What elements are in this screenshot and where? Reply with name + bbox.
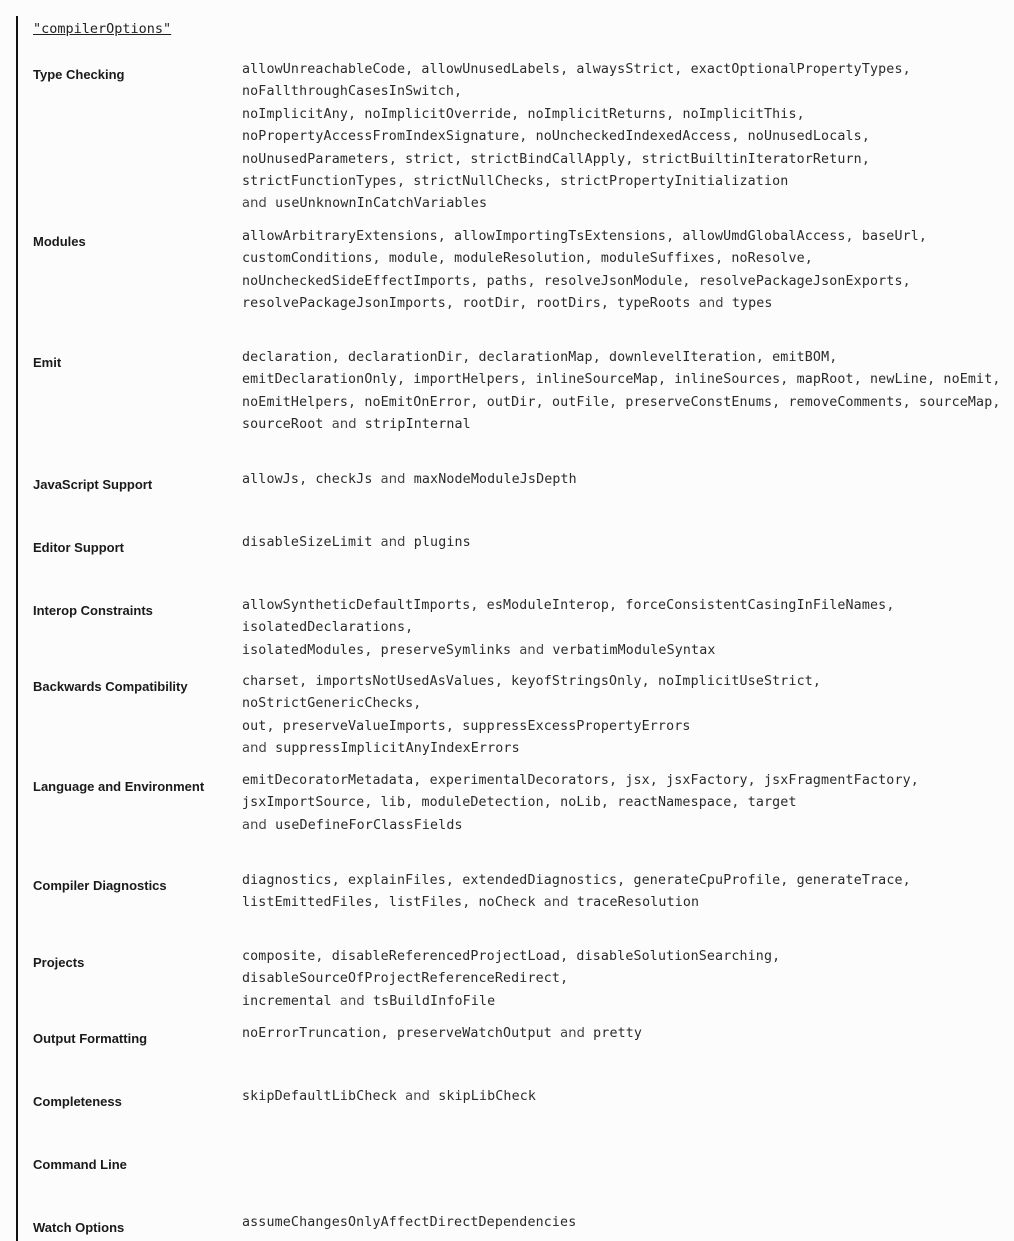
comma-separator: ,: [560, 949, 569, 964]
option-link-noerrortruncation[interactable]: noErrorTruncation: [242, 1026, 381, 1041]
option-link-pretty[interactable]: pretty: [593, 1026, 643, 1041]
option-link-listemittedfiles[interactable]: listEmittedFiles: [242, 895, 373, 911]
comma-separator: ,: [462, 895, 471, 911]
comma-separator: ,: [299, 674, 308, 689]
option-link-preservevalueimports[interactable]: preserveValueImports: [282, 718, 446, 734]
comma-separator: ,: [649, 773, 658, 788]
comma-separator: ,: [519, 372, 528, 388]
option-link-allowsyntheticdefaultimports[interactable]: allowSyntheticDefaultImports: [242, 598, 471, 613]
comma-separator: ,: [413, 773, 422, 788]
option-link-declarationdir[interactable]: declarationDir: [348, 350, 463, 365]
comma-separator: ,: [829, 350, 838, 365]
option-link-inlinesourcemap[interactable]: inlineSourceMap: [535, 372, 658, 388]
option-link-suppressexcesspropertyerrors[interactable]: suppressExcessPropertyErrors: [462, 718, 691, 734]
comma-separator: ,: [772, 394, 781, 410]
option-link-moduleresolution[interactable]: moduleResolution: [454, 251, 585, 267]
option-link-allowunusedlabels[interactable]: allowUnusedLabels: [421, 62, 561, 77]
category-options: [242, 469, 1002, 491]
category-options: [242, 870, 1002, 915]
option-link-nounusedlocals[interactable]: noUnusedLocals: [747, 129, 862, 145]
option-link-allowjs[interactable]: allowJs: [242, 472, 300, 487]
option-link-preserveconstenums[interactable]: preserveConstEnums: [625, 394, 773, 410]
comma-separator: ,: [470, 394, 479, 410]
option-link-sourcemap[interactable]: sourceMap: [918, 394, 993, 410]
comma-separator: ,: [780, 372, 789, 388]
option-link-noimplicitusestrict[interactable]: noImplicitUseStrict: [657, 674, 813, 689]
option-link-maproot[interactable]: mapRoot: [796, 372, 854, 388]
comma-separator: ,: [755, 350, 764, 365]
option-link-importhelpers[interactable]: importHelpers: [413, 372, 520, 388]
comma-separator: ,: [445, 296, 455, 312]
comma-separator: ,: [927, 372, 936, 388]
category-options: [242, 59, 1002, 216]
comma-separator: ,: [812, 674, 822, 689]
category-title: JavaScript Support: [33, 477, 153, 492]
option-link-strictpropertyinitialization[interactable]: strictPropertyInitialization: [560, 174, 789, 190]
option-link-allowumdglobalaccess[interactable]: allowUmdGlobalAccess: [682, 229, 846, 244]
option-link-extendeddiagnostics[interactable]: extendedDiagnostics: [462, 873, 618, 888]
option-link-verbatimmodulesyntax[interactable]: verbatimModuleSyntax: [552, 642, 716, 658]
option-link-preservesymlinks[interactable]: preserveSymlinks: [380, 642, 512, 658]
comma-separator: ,: [992, 394, 1001, 410]
option-link-outfile[interactable]: outFile: [551, 394, 610, 410]
option-link-removecomments[interactable]: removeComments: [788, 394, 903, 410]
and-conjunction: and: [339, 993, 365, 1009]
option-link-strictfunctiontypes[interactable]: strictFunctionTypes: [242, 174, 397, 190]
comma-separator: ,: [861, 129, 870, 145]
comma-separator: ,: [666, 229, 675, 244]
comma-separator: ,: [918, 229, 928, 244]
category-title: Backwards Compatibility: [33, 679, 188, 694]
and-conjunction: and: [560, 1026, 585, 1041]
option-link-noimplicitoverride[interactable]: noImplicitOverride: [364, 106, 512, 122]
option-link-resolvejsonmodule[interactable]: resolveJsonModule: [543, 273, 683, 289]
option-link-types[interactable]: types: [731, 296, 773, 312]
category-title: Editor Support: [33, 540, 124, 555]
category-options: [242, 1212, 1002, 1234]
option-link-maxnodemodulejsdepth[interactable]: maxNodeModuleJsDepth: [413, 472, 577, 487]
option-link-experimentaldecorators[interactable]: experimentalDecorators: [429, 773, 609, 788]
option-link-tsbuildinfofile[interactable]: tsBuildInfoFile: [372, 993, 496, 1009]
option-link-traceresolution[interactable]: traceResolution: [576, 895, 700, 911]
comma-separator: ,: [348, 106, 357, 122]
category-title: Compiler Diagnostics: [33, 878, 167, 893]
and-conjunction: and: [242, 741, 267, 757]
comma-separator: ,: [494, 674, 503, 689]
comma-separator: ,: [902, 62, 911, 77]
option-link-allowarbitraryextensions[interactable]: allowArbitraryExtensions: [242, 229, 438, 244]
option-link-resolvepackagejsonexports[interactable]: resolvePackageJsonExports: [698, 273, 903, 289]
comma-separator: ,: [584, 251, 593, 267]
comma-separator: ,: [560, 62, 569, 77]
comma-separator: ,: [543, 795, 552, 811]
option-link-declaration[interactable]: declaration: [242, 350, 332, 365]
option-link-exactoptionalpropertytypes[interactable]: exactOptionalPropertyTypes: [690, 62, 903, 77]
option-link-checkjs[interactable]: checkJs: [315, 472, 373, 487]
comma-separator: ,: [853, 372, 862, 388]
comma-separator: ,: [519, 296, 528, 312]
comma-separator: ,: [331, 350, 340, 365]
option-link-outdir[interactable]: outDir: [486, 394, 536, 410]
comma-separator: ,: [396, 372, 406, 388]
option-link-isolateddeclarations[interactable]: isolatedDeclarations: [242, 620, 406, 636]
option-link-allowimportingtsextensions[interactable]: allowImportingTsExtensions: [454, 229, 667, 244]
option-link-explainfiles[interactable]: explainFiles: [348, 873, 446, 888]
comma-separator: ,: [902, 394, 911, 410]
option-link-jsx[interactable]: jsx: [625, 773, 650, 788]
option-link-skipdefaultlibcheck[interactable]: skipDefaultLibCheck: [242, 1089, 397, 1104]
category-title: Output Formatting: [33, 1031, 148, 1046]
option-link-diagnostics[interactable]: diagnostics: [242, 873, 332, 888]
option-link-listfiles[interactable]: listFiles: [388, 895, 463, 911]
comma-separator: ,: [902, 273, 911, 289]
comma-separator: ,: [609, 598, 618, 613]
option-link-modulesuffixes[interactable]: moduleSuffixes: [600, 251, 716, 267]
option-link-nolib[interactable]: noLib: [560, 795, 601, 811]
option-link-nounusedparameters[interactable]: noUnusedParameters: [242, 151, 389, 167]
and-conjunction: and: [331, 417, 357, 433]
option-link-noresolve[interactable]: noResolve: [731, 251, 805, 267]
category-title: Projects: [33, 955, 85, 970]
category-title: Type Checking: [33, 67, 125, 82]
option-link-newline[interactable]: newLine: [870, 372, 928, 388]
option-link-disablereferencedprojectload[interactable]: disableReferencedProjectLoad: [331, 949, 561, 964]
comma-separator: ,: [445, 873, 455, 888]
comma-separator: ,: [560, 971, 569, 987]
comma-separator: ,: [348, 394, 357, 410]
comma-separator: ,: [511, 106, 520, 122]
category-options: [242, 532, 1002, 554]
category-title: Command Line: [33, 1157, 127, 1172]
category-options: [242, 595, 1002, 662]
comma-separator: ,: [600, 296, 610, 312]
option-link-nocheck[interactable]: noCheck: [478, 895, 536, 911]
option-link-generatetrace[interactable]: generateTrace: [796, 873, 903, 888]
option-link-importsnotusedasvalues[interactable]: importsNotUsedAsValues: [315, 674, 495, 689]
comma-separator: ,: [861, 151, 870, 167]
category-options: [242, 1023, 1002, 1045]
option-link-rootdirs[interactable]: rootDirs: [535, 296, 601, 312]
category-options: [242, 770, 1002, 837]
and-conjunction: and: [405, 1089, 431, 1104]
category-title: Completeness: [33, 1094, 122, 1109]
option-link-typeroots[interactable]: typeRoots: [617, 296, 691, 312]
comma-separator: ,: [396, 174, 406, 190]
comma-separator: ,: [405, 620, 414, 636]
comma-separator: ,: [372, 895, 381, 911]
option-link-rootdir[interactable]: rootDir: [462, 296, 520, 312]
and-conjunction: and: [242, 196, 267, 212]
and-conjunction: and: [242, 817, 267, 833]
option-link-useunknownincatchvariables[interactable]: useUnknownInCatchVariables: [275, 196, 488, 212]
comma-separator: ,: [845, 229, 854, 244]
comma-separator: ,: [299, 472, 308, 487]
category-options: [242, 946, 1002, 1013]
option-link-disablesourceofprojectreferenceredirect[interactable]: disableSourceOfProjectReferenceRedirect: [242, 971, 561, 987]
option-link-nouncheckedsideeffectimports[interactable]: noUncheckedSideEffectImports: [242, 273, 471, 289]
option-link-target[interactable]: target: [747, 795, 797, 811]
option-link-downleveliteration[interactable]: downlevelIteration: [609, 350, 756, 365]
comma-separator: ,: [617, 873, 626, 888]
option-link-inlinesources[interactable]: inlineSources: [674, 372, 781, 388]
comma-separator: ,: [519, 129, 528, 145]
comma-separator: ,: [772, 949, 781, 964]
option-link-strictbuiltiniteratorreturn[interactable]: strictBuiltinIteratorReturn: [641, 151, 862, 167]
option-link-keyofstringsonly[interactable]: keyofStringsOnly: [511, 674, 642, 689]
comma-separator: ,: [462, 350, 471, 365]
option-link-jsxfragmentfactory[interactable]: jsxFragmentFactory: [763, 773, 911, 788]
comma-separator: ,: [609, 394, 618, 410]
comma-separator: ,: [315, 949, 324, 964]
and-conjunction: and: [698, 296, 724, 312]
comma-separator: ,: [388, 151, 397, 167]
comma-separator: ,: [543, 174, 552, 190]
option-link-alwaysstrict[interactable]: alwaysStrict: [576, 62, 675, 77]
option-link-declarationmap[interactable]: declarationMap: [478, 350, 593, 365]
comma-separator: ,: [609, 773, 618, 788]
option-link-disablesizelimit[interactable]: disableSizeLimit: [242, 535, 373, 550]
option-link-disablesolutionsearching[interactable]: disableSolutionSearching: [576, 949, 773, 964]
option-link-suppressimplicitanyindexerrors[interactable]: suppressImplicitAnyIndexErrors: [275, 741, 520, 757]
comma-separator: ,: [331, 873, 340, 888]
comma-separator: ,: [731, 129, 740, 145]
option-link-reactnamespace[interactable]: reactNamespace: [617, 795, 732, 811]
comma-separator: ,: [715, 251, 724, 267]
comma-separator: ,: [625, 151, 634, 167]
category-title: Interop Constraints: [33, 603, 153, 618]
comma-separator: ,: [445, 718, 455, 734]
comma-separator: ,: [657, 372, 667, 388]
and-conjunction: and: [519, 642, 545, 658]
comma-separator: ,: [364, 795, 373, 811]
comma-separator: ,: [454, 151, 463, 167]
option-link-noimplicitany[interactable]: noImplicitAny: [242, 106, 349, 122]
comma-separator: ,: [804, 251, 813, 267]
option-link-noemitonerror[interactable]: noEmitOnError: [364, 394, 471, 410]
option-link-charset[interactable]: charset: [242, 674, 300, 689]
option-link-noimplicitthis[interactable]: noImplicitThis: [682, 106, 797, 122]
option-link-jsxfactory[interactable]: jsxFactory: [666, 773, 748, 788]
option-link-noemit[interactable]: noEmit: [943, 372, 993, 388]
comma-separator: ,: [674, 62, 683, 77]
option-link-nostrictgenericchecks[interactable]: noStrictGenericChecks: [242, 696, 414, 712]
category-options: [242, 347, 1002, 437]
option-link-nofallthroughcasesinswitch[interactable]: noFallthroughCasesInSwitch: [242, 84, 455, 100]
comma-separator: ,: [470, 598, 479, 613]
comma-separator: ,: [372, 251, 381, 267]
option-link-noemithelpers[interactable]: noEmitHelpers: [242, 394, 349, 410]
option-link-assumechangesonlyaffectdirectdependencies[interactable]: assumeChangesOnlyAffectDirectDependencies: [242, 1215, 577, 1230]
comma-separator: ,: [413, 696, 422, 712]
category-options: [242, 671, 1002, 761]
option-link-paths[interactable]: paths: [486, 273, 528, 289]
category-title: Modules: [33, 234, 86, 249]
option-link-isolatedmodules[interactable]: isolatedModules: [242, 642, 365, 658]
option-link-preservewatchoutput[interactable]: preserveWatchOutput: [396, 1026, 552, 1041]
option-link-module[interactable]: module: [388, 251, 438, 267]
option-link-allowunreachablecode[interactable]: allowUnreachableCode: [242, 62, 406, 77]
comma-separator: ,: [535, 394, 544, 410]
category-title: Language and Environment: [33, 779, 205, 794]
category-title: Watch Options: [33, 1220, 125, 1235]
option-link-customconditions[interactable]: customConditions: [242, 251, 373, 267]
comma-separator: ,: [592, 350, 601, 365]
comma-separator: ,: [666, 106, 675, 122]
category-options: [242, 226, 1002, 316]
option-link-stripinternal[interactable]: stripInternal: [364, 417, 471, 433]
option-link-plugins[interactable]: plugins: [413, 535, 471, 550]
comma-separator: ,: [380, 1026, 389, 1041]
comma-separator: ,: [405, 795, 414, 811]
and-conjunction: and: [380, 535, 406, 550]
left-border-rule: [16, 16, 18, 1241]
comma-separator: ,: [405, 62, 414, 77]
option-link-resolvepackagejsonimports[interactable]: resolvePackageJsonImports: [242, 296, 446, 312]
comma-separator: ,: [437, 251, 446, 267]
category-options: [242, 1086, 1002, 1108]
comma-separator: ,: [731, 795, 740, 811]
option-link-nopropertyaccessfromindexsignature[interactable]: noPropertyAccessFromIndexSignature: [242, 129, 520, 145]
option-link-nouncheckedindexedaccess[interactable]: noUncheckedIndexedAccess: [535, 129, 732, 145]
comma-separator: ,: [641, 674, 650, 689]
comma-separator: ,: [796, 106, 805, 122]
option-link-skiplibcheck[interactable]: skipLibCheck: [438, 1089, 537, 1104]
option-link-forceconsistentcasinginfilenames[interactable]: forceConsistentCasingInFileNames: [625, 598, 887, 613]
option-link-generatecpuprofile[interactable]: generateCpuProfile: [633, 873, 781, 888]
comma-separator: ,: [364, 642, 373, 658]
comma-separator: ,: [902, 873, 911, 888]
option-link-strictnullchecks[interactable]: strictNullChecks: [413, 174, 544, 190]
comma-separator: ,: [780, 873, 789, 888]
comma-separator: ,: [437, 229, 446, 244]
option-link-strict[interactable]: strict: [405, 151, 455, 167]
option-link-noimplicitreturns[interactable]: noImplicitReturns: [527, 106, 667, 122]
comma-separator: ,: [910, 773, 919, 788]
option-link-baseurl[interactable]: baseUrl: [861, 229, 919, 244]
comma-separator: ,: [470, 273, 479, 289]
category-title: Emit: [33, 355, 62, 370]
comma-separator: ,: [454, 84, 463, 100]
comma-separator: ,: [886, 598, 895, 613]
comma-separator: ,: [266, 718, 275, 734]
comma-separator: ,: [992, 372, 1001, 388]
option-link-emitdecoratormetadata[interactable]: emitDecoratorMetadata: [242, 773, 414, 788]
comma-separator: ,: [682, 273, 691, 289]
option-link-emitbom[interactable]: emitBOM: [772, 350, 830, 365]
and-conjunction: and: [543, 895, 569, 911]
comma-separator: ,: [527, 273, 536, 289]
option-link-strictbindcallapply[interactable]: strictBindCallApply: [470, 151, 626, 167]
option-link-sourceroot[interactable]: sourceRoot: [242, 417, 324, 433]
option-link-esmoduleinterop[interactable]: esModuleInterop: [486, 598, 610, 613]
option-link-out[interactable]: out: [242, 718, 267, 734]
and-conjunction: and: [380, 472, 406, 487]
option-link-composite[interactable]: composite: [242, 949, 316, 964]
compiler-options-link[interactable]: "compilerOptions": [33, 21, 172, 37]
comma-separator: ,: [747, 773, 756, 788]
option-link-moduledetection[interactable]: moduleDetection: [421, 795, 544, 811]
option-link-incremental[interactable]: incremental: [242, 993, 332, 1009]
option-link-lib[interactable]: lib: [380, 795, 406, 811]
comma-separator: ,: [600, 795, 610, 811]
option-link-jsximportsource[interactable]: jsxImportSource: [242, 795, 365, 811]
option-link-usedefineforclassfields[interactable]: useDefineForClassFields: [275, 817, 463, 833]
option-link-emitdeclarationonly[interactable]: emitDeclarationOnly: [242, 372, 397, 388]
